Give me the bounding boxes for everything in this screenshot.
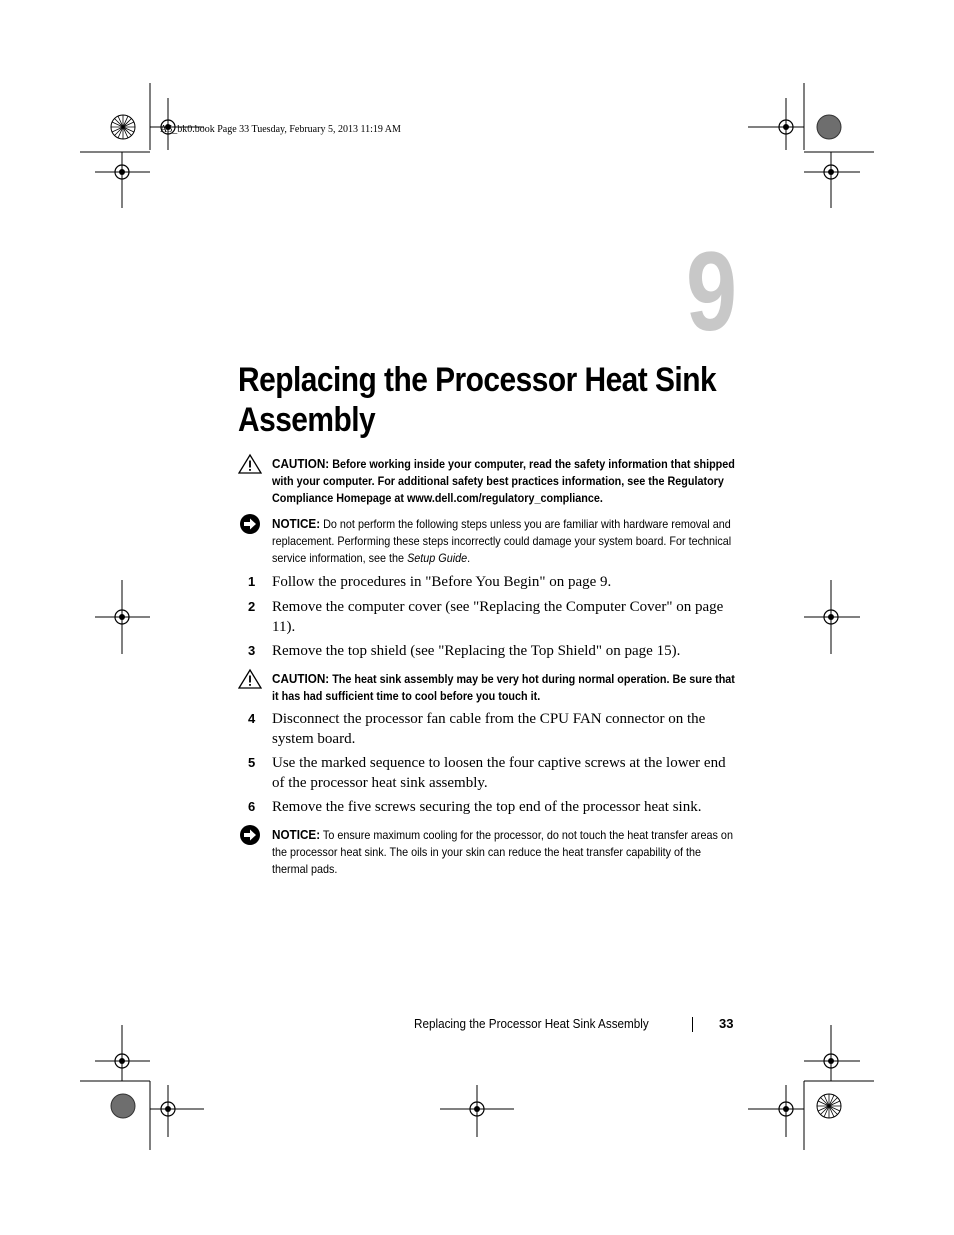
step-6: [248, 797, 738, 817]
step-text: Disconnect the processor fan cable from the CPU FAN connector on the system board.: [272, 711, 706, 747]
warning-triangle-icon: [238, 453, 262, 475]
step-number: 1: [248, 574, 256, 589]
footer-divider: [692, 1017, 693, 1032]
step-number: 5: [248, 755, 256, 770]
caution-label: CAUTION:: [272, 456, 330, 471]
starburst-tl: [111, 115, 135, 139]
setup-guide-reference: Setup Guide: [407, 551, 468, 565]
notice-text: To ensure maximum cooling for the processor, do not touch the heat transfer areas on the processor heat sink. The oils in your skin can reduce the heat transfer capability of the thermal pads.: [272, 828, 733, 876]
step-number: 6: [248, 799, 256, 814]
step-number: 3: [248, 643, 256, 658]
caution-note-2: [238, 670, 738, 705]
notice-text-end: .: [467, 551, 471, 565]
warning-triangle-icon: [238, 668, 262, 690]
step-3: [248, 641, 738, 661]
page-number: 33: [719, 1016, 734, 1031]
step-text: Follow the procedures in "Before You Begin" on page 9.: [272, 574, 612, 590]
step-text: Remove the top shield (see "Replacing the Top Shield" on page 15).: [272, 643, 681, 659]
step-text: Remove the five screws securing the top end of the processor heat sink.: [272, 799, 702, 815]
step-1: [248, 572, 738, 592]
step-2: [248, 597, 738, 637]
notice-note-2: [238, 826, 738, 878]
notice-arrow-icon: [238, 824, 262, 846]
step-number: 2: [248, 599, 256, 614]
footer-title: Replacing the Processor Heat Sink Assembly: [414, 1016, 649, 1031]
header-slug: A5_bk0.book Page 33 Tuesday, February 5, 2013 11:19 AM: [160, 124, 401, 135]
step-4: [248, 709, 738, 749]
step-number: 4: [248, 711, 256, 726]
notice-label: NOTICE:: [272, 516, 321, 531]
notice-arrow-icon: [238, 513, 262, 535]
page-title: Replacing the Processor Heat Sink Assembly: [238, 361, 717, 439]
caution-note-1: [238, 455, 738, 507]
step-5: [248, 753, 738, 793]
starburst-br: [817, 1094, 841, 1118]
notice-text: Do not perform the following steps unless you are familiar with hardware removal and replacement. Performing these steps incorrectly could damage your system board. For technical service information, see the: [272, 517, 732, 565]
chapter-number: 9: [686, 229, 736, 354]
step-text: Use the marked sequence to loosen the four captive screws at the lower end of the processor heat sink assembly.: [272, 755, 726, 791]
step-text: Remove the computer cover (see "Replacing the Computer Cover" on page 11).: [272, 599, 724, 635]
caution-text: The heat sink assembly may be very hot during normal operation. Be sure that it has had sufficient time to cool before you touch it.: [272, 672, 735, 703]
caution-label: CAUTION:: [272, 671, 330, 686]
caution-text: Before working inside your computer, read the safety information that shipped with your computer. For additional safety best practices information, see the Regulatory Compliance Homepage at www.dell.com/regulatory_compliance.: [272, 457, 735, 505]
notice-label: NOTICE:: [272, 827, 321, 842]
notice-note-1: [238, 515, 738, 567]
